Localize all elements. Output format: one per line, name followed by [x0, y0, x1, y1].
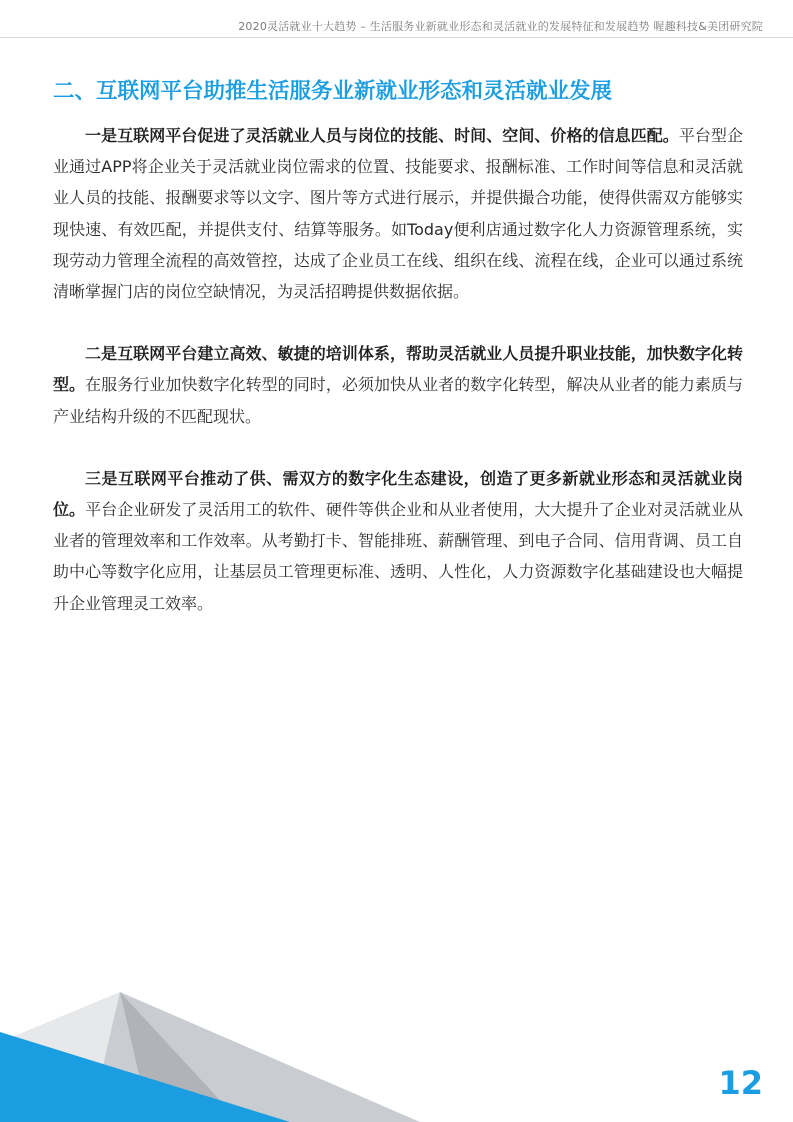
paragraph-2 — [53, 338, 743, 432]
corner-decoration — [0, 822, 793, 1122]
header-divider — [0, 37, 793, 38]
paragraph-1 — [53, 120, 743, 307]
paragraph-3-lead: 三是互联网平台推动了供、需双方的数字化生态建设，创造了更多新就业形态和灵活就业岗位。 — [53, 468, 743, 520]
paragraph-1-body: 平台型企业通过APP将企业关于灵活就业岗位需求的位置、技能要求、报酬标准、工作时间等信息和灵活就业人员的技能、报酬要求等以文字、图片等方式进行展示，并提供撮合功能，使得供需双方能够实现快速、有效匹配，并提供支付、结算等服务。如Today便利店通过数字化人力资源管理系统，实现劳动力管理全流程的高效管控，达成了企业员工在线、组织在线、流程在线，企业可以通过系统清晰掌握门店的岗位空缺情况，为灵活招聘提供数据依据。 — [53, 126, 743, 302]
section-title: 二、互联网平台助推生活服务业新就业形态和灵活就业发展 — [53, 79, 613, 104]
paragraph-2-body: 在服务行业加快数字化转型的同时，必须加快从业者的数字化转型，解决从业者的能力素质与产业结构升级的不匹配现状。 — [53, 375, 743, 426]
page-number: 12 — [718, 1064, 763, 1102]
body-text — [53, 120, 743, 650]
paragraph-2-lead: 二是互联网平台建立高效、敏捷的培训体系，帮助灵活就业人员提升职业技能，加快数字化转型。 — [53, 344, 743, 395]
paragraph-3-body: 平台企业研发了灵活用工的软件、硬件等供企业和从业者使用，大大提升了企业对灵活就业从业者的管理效率和工作效率。从考勤打卡、智能排班、薪酬管理、到电子合同、信用背调、员工自助中心等数字化应用，让基层员工管理更标准、透明、人性化，人力资源数字化基础建设也大幅提升企业管理灵工效率。 — [53, 500, 743, 613]
paragraph-3 — [53, 463, 743, 619]
running-header: 2020灵活就业十大趋势 – 生活服务业新就业形态和灵活就业的发展特征和发展趋势 喔趣科技&美团研究院 — [238, 20, 763, 33]
paragraph-1-lead: 一是互联网平台促进了灵活就业人员与岗位的技能、时间、空间、价格的信息匹配。 — [85, 126, 679, 145]
